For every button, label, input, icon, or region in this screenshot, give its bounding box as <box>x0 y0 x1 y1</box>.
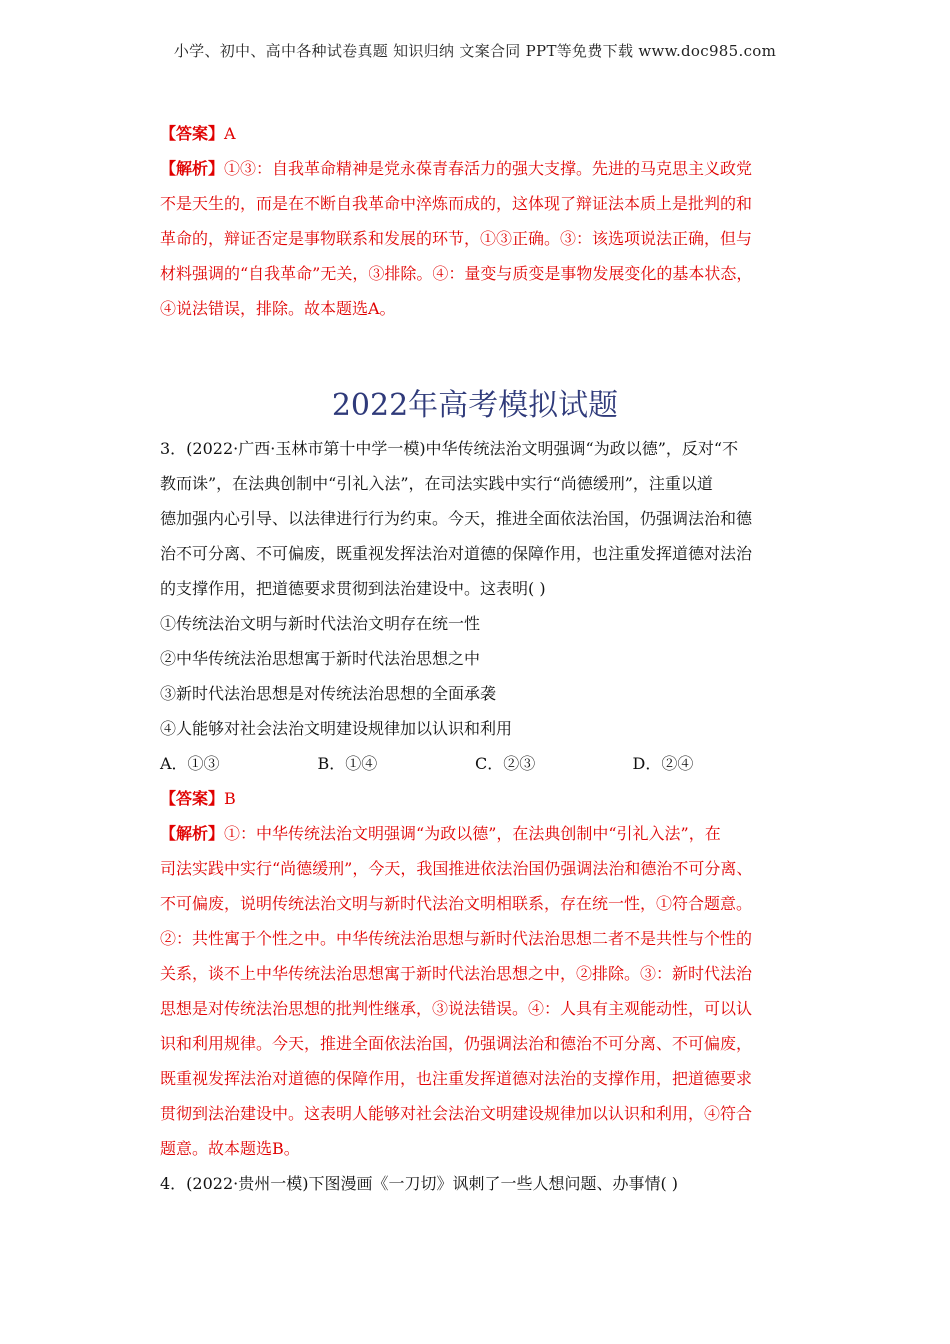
statement-item: ④人能够对社会法治文明建设规律加以认识和利用 <box>160 719 513 738</box>
option-b: B．①④ <box>317 754 378 773</box>
analysis-text: ①③：自我革命精神是党永葆青春活力的强大支撑。先进的马克思主义政党 <box>224 159 753 178</box>
analysis-line: 既重视发挥法治对道德的保障作用，也注重发挥道德对法治的支撑作用，把道德要求 <box>160 1069 753 1088</box>
question-stem-line: 的支撑作用，把道德要求贯彻到法治建设中。这表明( ) <box>160 579 546 598</box>
analysis-line: 不是天生的，而是在不断自我革命中淬炼而成的，这体现了辩证法本质上是批判的和 <box>160 194 753 213</box>
analysis-line: 材料强调的“自我革命”无关，③排除。④：量变与质变是事物发展变化的基本状态， <box>160 264 753 283</box>
question-3 <box>160 431 790 1201</box>
analysis-line: ④说法错误，排除。故本题选A。 <box>160 299 396 318</box>
answer-tag: 【答案】 <box>160 789 225 808</box>
question-stem-line: 治不可分离、不可偏废，既重视发挥法治对道德的保障作用，也注重发挥道德对法治 <box>160 544 753 563</box>
option-a: A．①③ <box>160 754 220 773</box>
options-row <box>160 746 790 781</box>
statement-item: ②中华传统法治思想寓于新时代法治思想之中 <box>160 649 481 668</box>
option-c: C．②③ <box>475 754 536 773</box>
analysis-line: 思想是对传统法治思想的批判性继承，③说法错误。④：人具有主观能动性，可以认 <box>160 999 753 1018</box>
answer-line <box>160 781 790 816</box>
answer-value: A <box>224 124 236 143</box>
question-stem-line: 教而诛”，在法典创制中“引礼入法”，在司法实践中实行“尚德缓刑”，注重以道 <box>160 474 713 493</box>
question-4-stem: 4．(2022·贵州一模)下图漫画《一刀切》讽刺了一些人想问题、办事情( ) <box>160 1174 679 1193</box>
answer-block-1 <box>160 116 790 326</box>
analysis-line <box>160 151 790 186</box>
analysis-line: 贯彻到法治建设中。这表明人能够对社会法治文明建设规律加以认识和利用，④符合 <box>160 1104 753 1123</box>
analysis-line: ②：共性寓于个性之中。中华传统法治思想与新时代法治思想二者不是共性与个性的 <box>160 929 753 948</box>
answer-value: B <box>224 789 236 808</box>
analysis-tag: 【解析】 <box>160 824 225 843</box>
analysis-line: 题意。故本题选B。 <box>160 1139 300 1158</box>
analysis-line: 司法实践中实行“尚德缓刑”，今天，我国推进依法治国仍强调法治和德治不可分离、 <box>160 859 753 878</box>
analysis-tag: 【解析】 <box>160 159 225 178</box>
option-d: D．②④ <box>632 754 694 773</box>
analysis-line: 识和利用规律。今天，推进全面依法治国，仍强调法治和德治不可分离、不可偏废， <box>160 1034 753 1053</box>
page-header: 小学、初中、高中各种试卷真题 知识归纳 文案合同 PPT等免费下载 www.doc985.com <box>173 42 777 60</box>
question-stem-line: 德加强内心引导、以法律进行行为约束。今天，推进全面依法治国，仍强调法治和德 <box>160 509 753 528</box>
analysis-line <box>160 816 790 851</box>
statement-item: ①传统法治文明与新时代法治文明存在统一性 <box>160 614 481 633</box>
analysis-text: ①：中华传统法治文明强调“为政以德”，在法典创制中“引礼入法”，在 <box>224 824 721 843</box>
analysis-line: 关系，谈不上中华传统法治思想寓于新时代法治思想之中，②排除。③：新时代法治 <box>160 964 753 983</box>
statement-item: ③新时代法治思想是对传统法治思想的全面承袭 <box>160 684 497 703</box>
analysis-line: 革命的，辩证否定是事物联系和发展的环节，①③正确。③：该选项说法正确，但与 <box>160 229 753 248</box>
section-title: 2022年高考模拟试题 <box>331 388 619 423</box>
answer-line <box>160 116 790 151</box>
question-stem-line: 3．(2022·广西·玉林市第十中学一模)中华传统法治文明强调“为政以德”，反对“不 <box>160 439 739 458</box>
answer-tag: 【答案】 <box>160 124 225 143</box>
analysis-line: 不可偏废，说明传统法治文明与新时代法治文明相联系，存在统一性，①符合题意。 <box>160 894 753 913</box>
